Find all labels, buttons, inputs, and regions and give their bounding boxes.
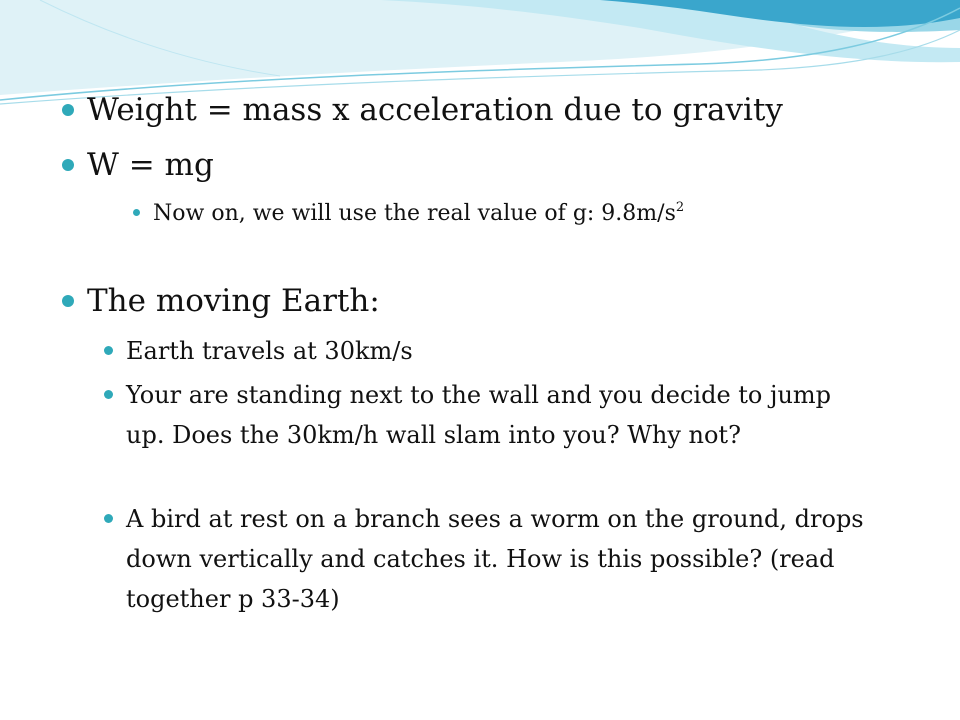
bullet-text: Your are standing next to the wall and you decide to jump up. Does the 30km/h wall slam into you? Why not? (126, 381, 832, 449)
bullet-bird-question (104, 499, 884, 619)
bullet-text: Earth travels at 30km/s (126, 337, 413, 365)
bullet-text: W = mg (87, 147, 214, 183)
bullet-text: A bird at rest on a branch sees a worm on the ground, drops down vertically and catches it. How is this possible? (read together p 33-34) (126, 505, 864, 613)
bullet-dot (133, 209, 140, 216)
bullet-dot (62, 104, 74, 116)
bullet-dot (104, 390, 113, 399)
superscript-exponent: 2 (675, 200, 685, 215)
bullet-dot (62, 295, 74, 307)
bullet-earth-speed (104, 331, 884, 371)
bullet-text: The moving Earth: (87, 283, 380, 319)
bullet-dot (104, 514, 113, 523)
bullet-moving-earth (62, 282, 922, 320)
bullet-formula (62, 146, 922, 184)
bullet-weight-definition (62, 91, 922, 129)
bullet-text: Weight = mass x acceleration due to gravity (87, 92, 783, 128)
bullet-dot (104, 346, 113, 355)
bullet-text: Now on, we will use the real value of g: $9.8m/s^2$ (153, 200, 685, 226)
bullet-dot (62, 159, 74, 171)
bullet-gravity-value (133, 199, 913, 229)
bullet-wall-question (104, 375, 864, 455)
